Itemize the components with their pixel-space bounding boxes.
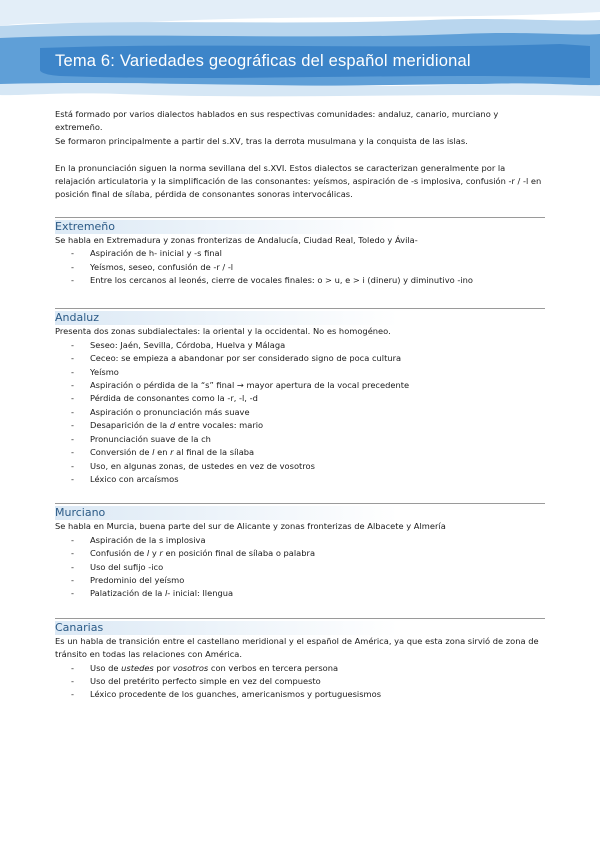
section-divider	[55, 503, 545, 504]
list-item: - Yeísmo	[55, 366, 545, 379]
intro-paragraph: Está formado por varios dialectos hablados en sus respectivas comunidades: andaluz, canario, murciano y extremeño.	[55, 109, 499, 133]
section-description: Es un habla de transición entre el castellano meridional y el español de América, ya que esta zona sirvió de zona de tránsito en todas las relaciones con América.	[55, 635, 539, 660]
section-divider	[55, 308, 545, 309]
feature-list	[55, 339, 545, 486]
list-item: - Léxico con arcaísmos	[55, 473, 545, 486]
list-item: - Uso, en algunas zonas, de ustedes en vez de vosotros	[55, 460, 545, 473]
section-description: Presenta dos zonas subdialectales: la oriental y la occidental. No es homogéneo.	[55, 326, 391, 337]
section-title: Murciano	[55, 506, 545, 520]
list-item: - Entre los cercanos al leonés, cierre de vocales finales: o > u, e > i (dineru) y diminutivo -ino	[55, 274, 545, 287]
section-description: Se habla en Extremadura y zonas fronterizas de Andalucía, Ciudad Real, Toledo y Ávila-	[55, 234, 418, 245]
list-item: - Uso de ustedes por vosotros con verbos en tercera persona	[55, 662, 545, 675]
intro-paragraph: Se formaron principalmente a partir del s.XV, tras la derrota musulmana y la conquista de las islas.	[55, 135, 468, 146]
list-item: - Yeísmos, seseo, confusión de -r / -l	[55, 261, 545, 274]
section-title: Extremeño	[55, 220, 545, 234]
list-item: - Aspiración o pérdida de la “s” final → mayor apertura de la vocal precedente	[55, 379, 545, 392]
section-title: Canarias	[55, 621, 545, 635]
section-description: Se habla en Murcia, buena parte del sur de Alicante y zonas fronterizas de Albacete y Almería	[55, 521, 446, 532]
section-divider	[55, 217, 545, 218]
section-divider	[55, 618, 545, 619]
feature-list	[55, 534, 545, 601]
list-item: - Uso del sufijo -ico	[55, 561, 545, 574]
list-item: - Palatización de la l- inicial: llengua	[55, 587, 545, 600]
list-item: - Conversión de l en r al final de la sílaba	[55, 446, 545, 459]
document-body	[55, 108, 545, 702]
list-item: - Seseo: Jaén, Sevilla, Córdoba, Huelva y Málaga	[55, 339, 545, 352]
list-item: - Aspiración de la s implosiva	[55, 534, 545, 547]
list-item: - Predominio del yeísmo	[55, 574, 545, 587]
list-item: - Ceceo: se empieza a abandonar por ser considerado signo de poca cultura	[55, 352, 545, 365]
list-item: - Desaparición de la d entre vocales: mario	[55, 419, 545, 432]
list-item: - Pronunciación suave de la ch	[55, 433, 545, 446]
list-item: - Léxico procedente de los guanches, americanismos y portuguesismos	[55, 688, 545, 701]
section-murciano	[55, 503, 545, 600]
feature-list	[55, 247, 545, 287]
intro-paragraph: En la pronunciación siguen la norma sevillana del s.XVI. Estos dialectos se caracterizan generalmente por la relajación articulatoria y la simplificación de las consonantes: yeísmos, aspiración de -s implosiva, confusión -r / -l en posición final de sílaba, pérdida de consonantes sonoras intervocálicas.	[55, 162, 542, 200]
list-item: - Aspiración o pronunciación más suave	[55, 406, 545, 419]
feature-list	[55, 662, 545, 702]
section-canarias	[55, 618, 545, 702]
banner-brush-strokes	[0, 0, 600, 100]
list-item: - Aspiración de h- inicial y -s final	[55, 247, 545, 260]
page-title: Tema 6: Variedades geográficas del español meridional	[55, 52, 471, 70]
header-banner	[0, 0, 600, 100]
list-item: - Uso del pretérito perfecto simple en vez del compuesto	[55, 675, 545, 688]
list-item: - Confusión de l y r en posición final de sílaba o palabra	[55, 547, 545, 560]
section-title: Andaluz	[55, 311, 545, 325]
section-andaluz	[55, 308, 545, 486]
list-item: - Pérdida de consonantes como la -r, -l, -d	[55, 392, 545, 405]
section-extremeno	[55, 217, 545, 288]
